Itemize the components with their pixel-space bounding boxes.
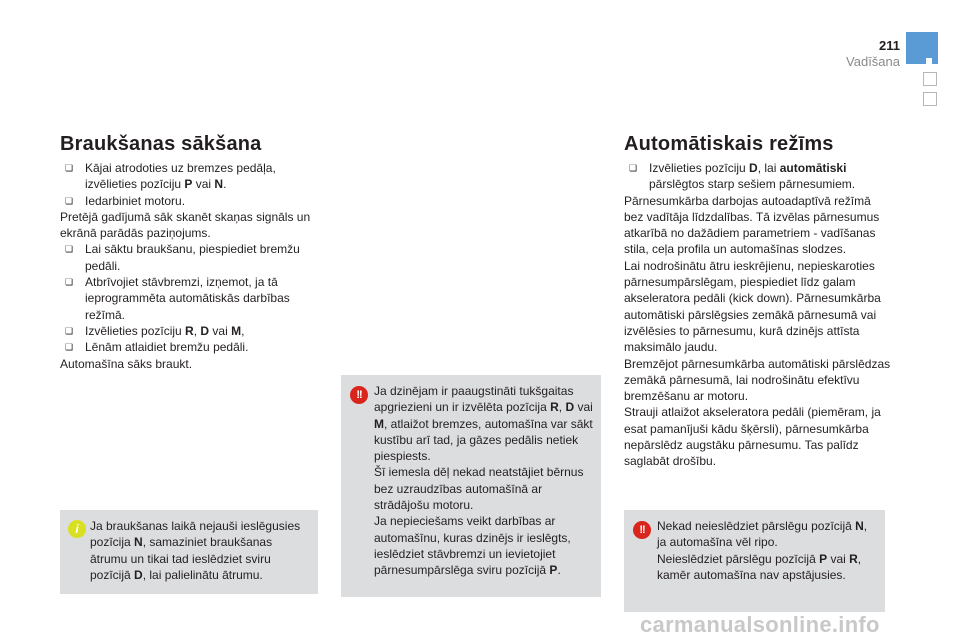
exclamation-warning-icon: !! (350, 386, 368, 404)
warning-paragraph: Neieslēdziet pārslēgu pozīcijā P vai R, kamēr automašīna nav apstājusies. (657, 551, 862, 582)
list-item: ❏ Izvēlieties pozīciju R, D vai M, (65, 323, 245, 338)
paragraph: Automašīna sāks braukt. (60, 356, 193, 371)
checkbox-bullet-icon: ❏ (629, 163, 638, 173)
list-item: ❏ Izvēlieties pozīciju D, lai automātiski pārslēgtos starp sešiem pārnesumiem. (629, 161, 856, 192)
paragraph: Lai nodrošinātu ātru ieskrējienu, nepieskaroties pārnesumpārslēgam, piespiediet līdz galam akseleratora pedāli (kick down). Pārnesumkārba automātiski pārslēgsies zemākā pārnesumā vai izvēlēsies to pārnesumu, kurā dzinējs attīsta maksimālo jaudu. (624, 258, 881, 355)
list-item: ❏ Atbrīvojiet stāvbremzi, izņemot, ja tā ieprogrammēta automātiskās darbības režīmā. (65, 275, 290, 322)
start-driving-text (60, 160, 322, 372)
paragraph: Pārnesumkārba darbojas autoadaptīvā režīmā bez vadītāja līdzdalības. Tā izvēlas pārnesumus atkarībā no dažādiem parametriem - vadīšanas stila, ceļa profila un automašīnas slodzes. (624, 193, 880, 257)
paragraph: Strauji atlaižot akseleratora pedāli (piemēram, ja esat pamanījuši kādu šķērsli), pārnesumkārba nepārslēdz augstāku pārnesumu. Tas palīdz saglabāt drošību. (624, 405, 881, 469)
checkbox-bullet-icon: ❏ (65, 244, 74, 255)
warning-box-idle (341, 375, 601, 597)
info-note-box (60, 510, 318, 594)
checkbox-bullet-icon: ❏ (65, 325, 74, 336)
list-item: ❏ Lēnām atlaidiet bremžu pedāli. (65, 340, 249, 355)
checkbox-bullet-icon: ❏ (65, 277, 74, 288)
checkbox-bullet-icon: ❏ (65, 163, 74, 173)
chapter-tab-empty-1[interactable] (923, 72, 937, 86)
page-number: 211 (879, 38, 900, 53)
warning-paragraph: Ja dzinējam ir paaugstināti tukšgaitas apgriezieni un ir izvēlēta pozīcija R, D vai M, atlaižot bremzes, automašīna var sākt kustību arī tad, ja gāzes pedālis netiek piespiests. (374, 384, 593, 464)
section-title-start-driving: Braukšanas sākšana (60, 133, 262, 155)
chapter-tab-active[interactable] (906, 32, 938, 64)
exclamation-warning-icon: !! (633, 521, 651, 539)
section-title-automatic-mode: Automātiskais režīms (624, 133, 834, 155)
paragraph: Bremzējot pārnesumkārba automātiski pārslēdzas zemākā pārnesumā, lai nodrošinātu efektīvu bremzēšanu ar motoru. (624, 356, 891, 404)
info-i-icon: i (68, 520, 86, 538)
checkbox-bullet-icon: ❏ (65, 195, 74, 206)
checkbox-bullet-icon: ❏ (65, 342, 74, 353)
watermark: carmanualsonline.info (640, 612, 880, 637)
chapter-tab-empty-2[interactable] (923, 92, 937, 106)
warning-box-neutral (624, 510, 885, 612)
paragraph: Pretējā gadījumā sāk skanēt skaņas signāls un ekrānā parādās paziņojums. (60, 209, 311, 241)
warning-paragraph: Šī iemesla dēļ nekad neatstājiet bērnus bez uzraudzības automašīnā ar strādājošu motoru. (374, 465, 584, 513)
list-item: ❏ Kājai atrodoties uz bremzes pedāļa, izvēlieties pozīciju P vai N. (65, 161, 276, 192)
section-name: Vadīšana (846, 54, 900, 69)
automatic-mode-text (624, 160, 892, 470)
info-note-text: Ja braukšanas laikā nejauši ieslēgusies pozīcija N, samaziniet braukšanas ātrumu un tikai tad ieslēdziet sviru pozīcijā D, lai palielinātu ātrumu. (90, 519, 301, 582)
list-item: ❏ Iedarbiniet motoru. (65, 193, 186, 208)
chapter-tab-dot (926, 58, 932, 64)
warning-paragraph: Ja nepieciešams veikt darbības ar automašīnu, kuras dzinējs ir ieslēgts, ieslēdziet stāvbremzi un ievietojiet pārnesumpārslēga sviru pozīcijā P. (374, 514, 571, 578)
list-item: ❏ Lai sāktu braukšanu, piespiediet bremžu pedāli. (65, 242, 300, 273)
warning-paragraph: Nekad neieslēdziet pārslēgu pozīcijā N, ja automašīna vēl ripo. (657, 519, 868, 550)
